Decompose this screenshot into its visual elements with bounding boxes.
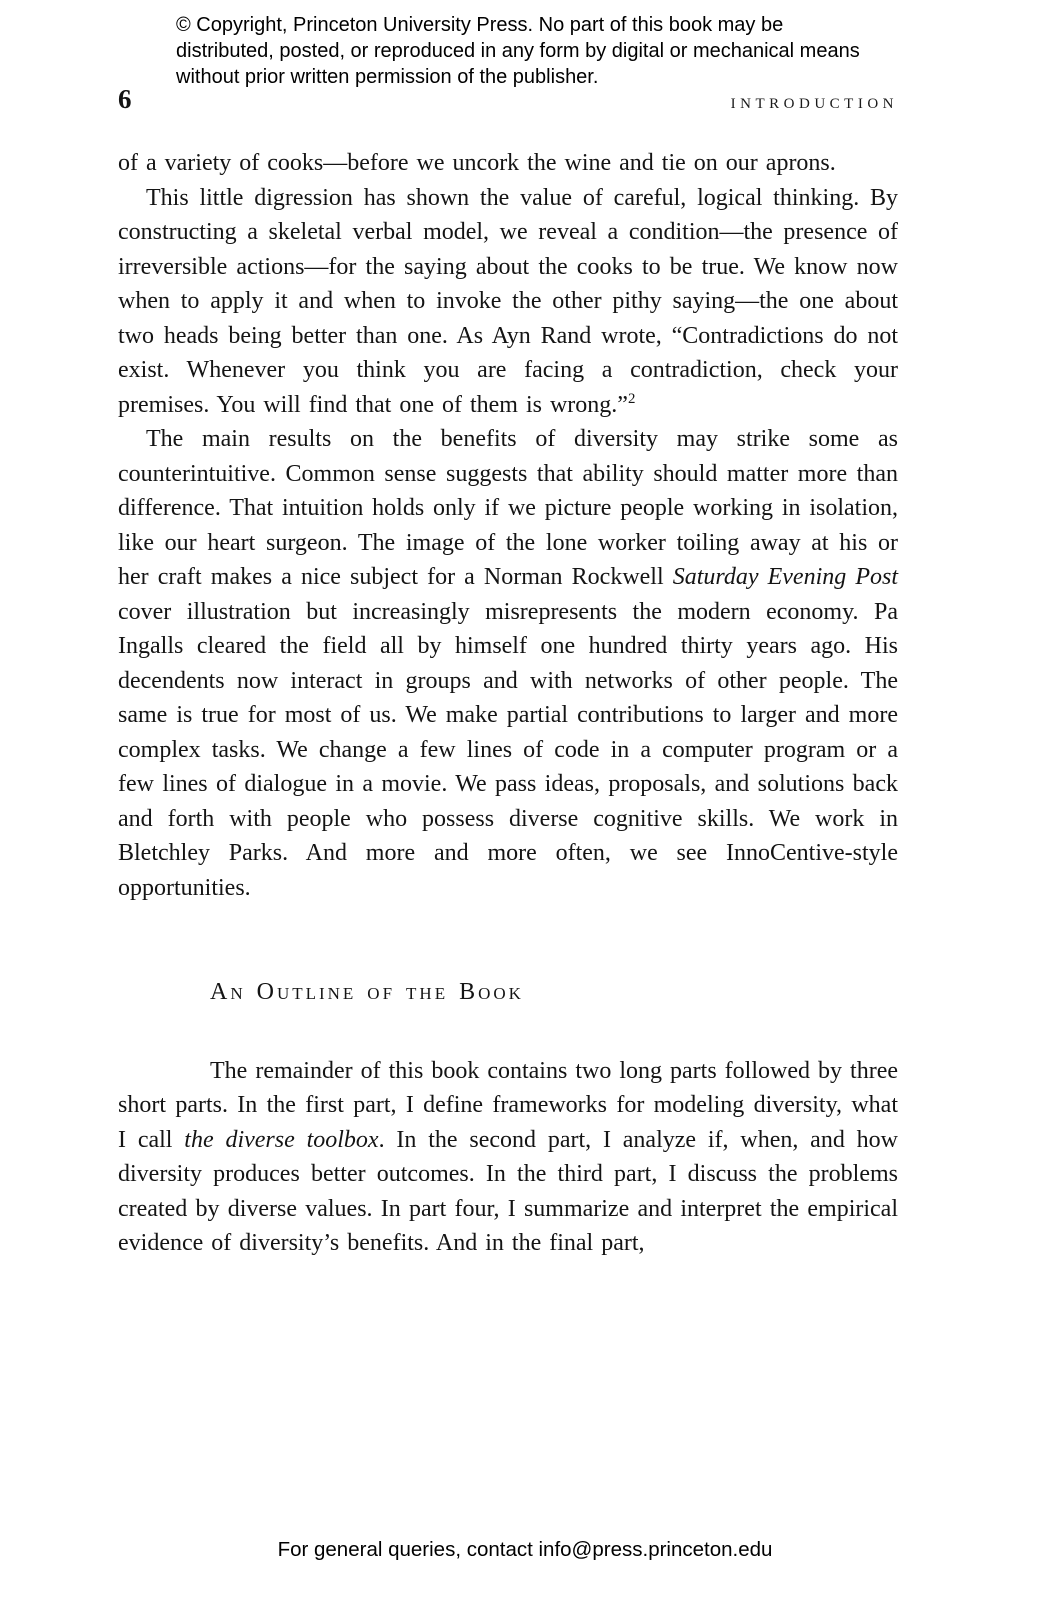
- paragraph-text: This little digression has shown the value of careful, logical thinking. By constructing a skeletal verbal model, we reveal a condition—the presence of irreversible actions—for the saying about the cooks to be true. We know now when to apply it and when to invoke the other pithy saying—the one about two heads being better than one. As Ayn Rand wrote, “Contradictions do not exist. Whenever you think you are facing a contradiction, check your premises. You will find that one of them is wrong.”: [118, 184, 898, 418]
- paragraph-text: . In the second part, I analyze if, when, and how diversity produces better outcomes. In the third part, I discuss the problems created by diverse values. In part four, I summarize and interpret the empirical evidence of diversity’s benefits. And in the final part,: [118, 1126, 898, 1256]
- paragraph-text: The remainder of this book contains two long parts followed by three short parts. In the first part, I define frameworks for modeling diversity, what I call: [118, 1057, 898, 1153]
- paragraph-main-results: [118, 422, 898, 905]
- footer-text: For general queries, contact info@press.princeton.edu: [277, 1538, 773, 1561]
- paragraph-outline: [118, 1054, 898, 1261]
- footer-queries: [0, 1538, 1050, 1562]
- italic-publication-title: Saturday Evening Post: [672, 564, 898, 590]
- paragraph-digression: [118, 181, 898, 423]
- paragraph-text: cover illustration but increasingly misrepresents the modern economy. Pa Ingalls cleared the field all by himself one hundred thirty years ago. His decendents now interact in groups and with networks of other people. The same is true for most of us. We make partial contributions to larger and more complex tasks. We change a few lines of code in a computer program or a few lines of dialogue in a movie. We pass ideas, proposals, and solutions back and forth with people who possess diverse cognitive skills. We work in Bletchley Parks. And more and more often, we see InnoCentive-style opportunities.: [118, 598, 898, 901]
- body-text: [118, 146, 898, 1261]
- copyright-notice: © Copyright, Princeton University Press. No part of this book may be distributed, posted, or reproduced in any form by digital or mechanical means without prior written permission of the publisher.: [176, 14, 860, 88]
- footnote-reference: 2: [627, 390, 636, 407]
- running-title: INTRODUCTION: [730, 96, 898, 112]
- paragraph-text: The main results on the benefits of diversity may strike some as counterintuitive. Common sense suggests that ability should matter more than difference. That intuition holds only if we picture people working in isolation, like our heart surgeon. The image of the lone worker toiling away at his or her craft makes a nice subject for a Norman Rockwell: [118, 426, 898, 590]
- italic-phrase: the diverse toolbox: [184, 1126, 379, 1153]
- page-number: 6: [118, 84, 132, 114]
- paragraph-continuation: of a variety of cooks—before we uncork the wine and tie on our aprons.: [118, 150, 836, 176]
- running-header: [118, 84, 898, 115]
- section-heading: An Outline of the Book: [210, 979, 524, 1005]
